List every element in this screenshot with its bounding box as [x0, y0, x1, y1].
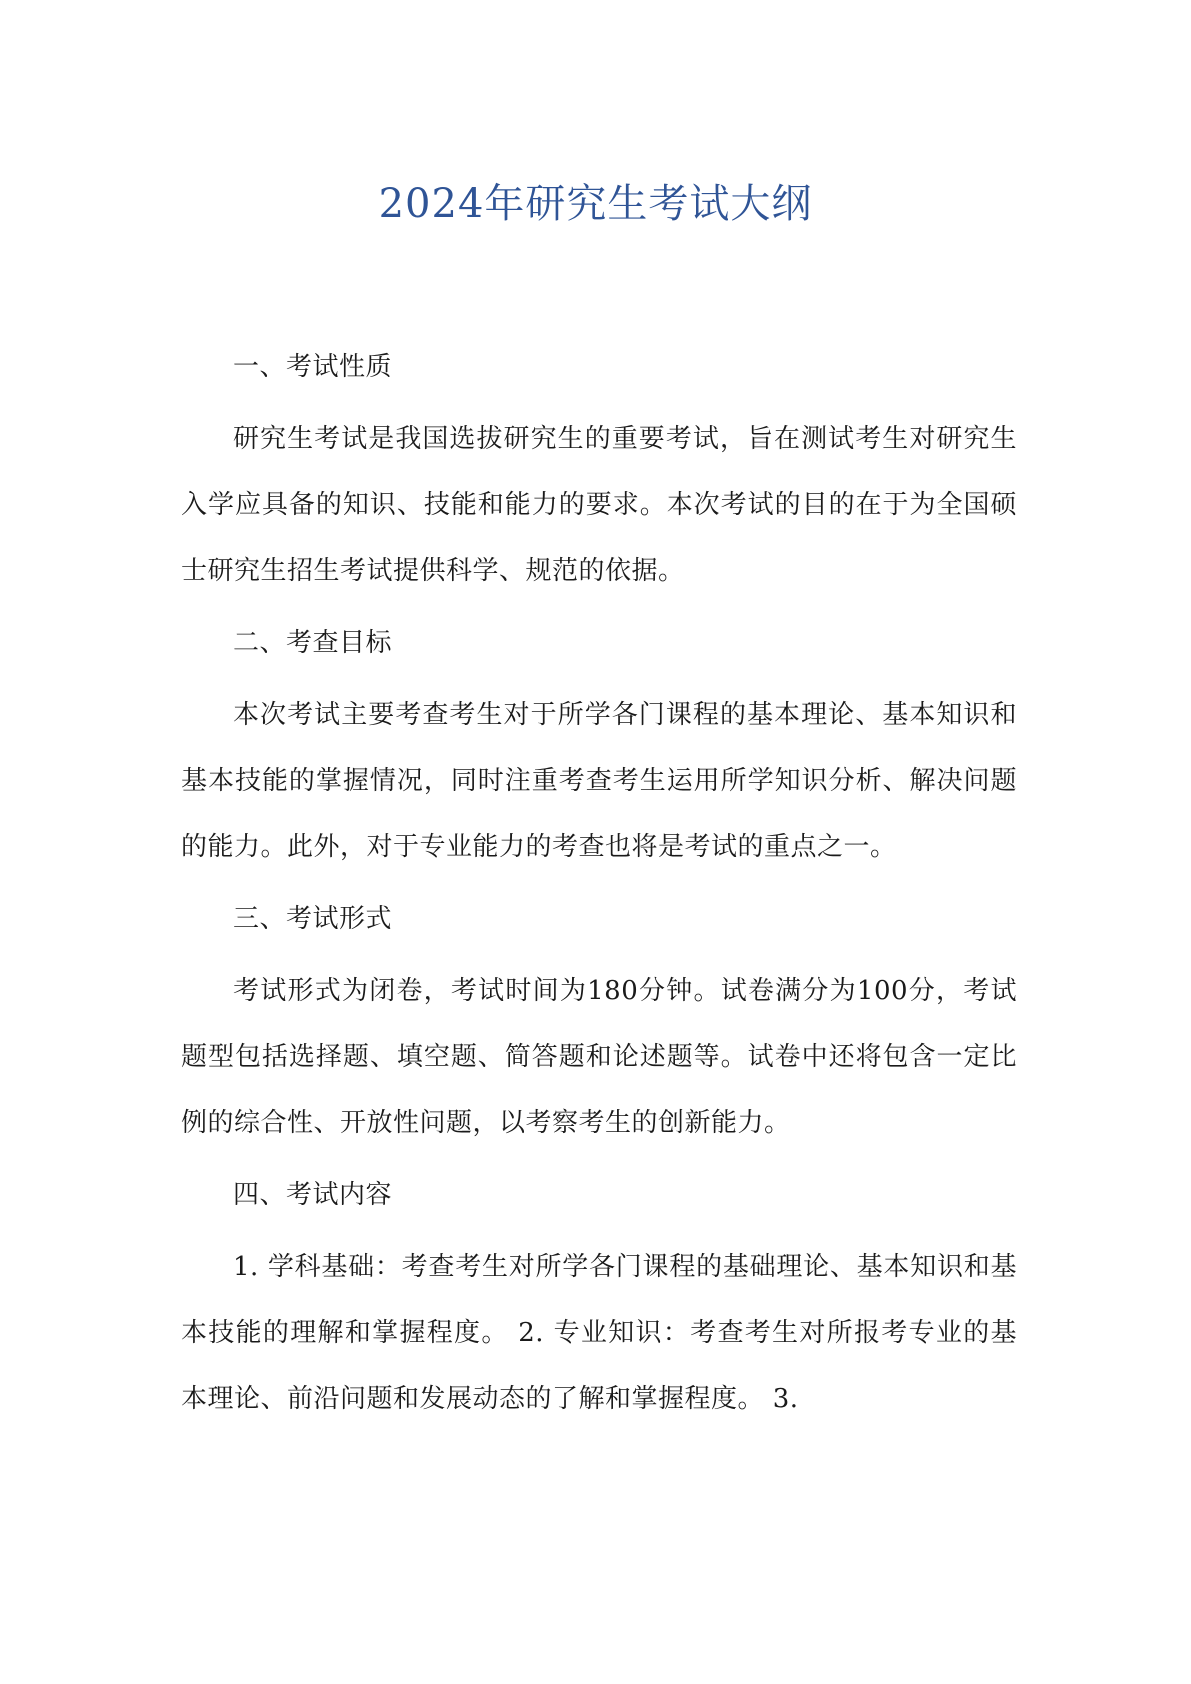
section-body-content: 1. 学科基础：考查考生对所学各门课程的基础理论、基本知识和基本技能的理解和掌握程度。 2. 专业知识：考查考生对所报考专业的基本理论、前沿问题和发展动态的了解和掌握程度。 3.	[181, 1252, 1017, 1414]
section-heading-content: 四、考试内容	[233, 1180, 393, 1210]
section-body-nature: 研究生考试是我国选拔研究生的重要考试，旨在测试考生对研究生入学应具备的知识、技能和能力的要求。本次考试的目的在于为全国硕士研究生招生考试提供科学、规范的依据。	[181, 424, 1017, 586]
section-body-format: 考试形式为闭卷，考试时间为180分钟。试卷满分为100分，考试题型包括选择题、填空题、简答题和论述题等。试卷中还将包含一定比例的综合性、开放性问题，以考察考生的创新能力。	[181, 976, 1017, 1138]
section-heading-format: 三、考试形式	[233, 904, 393, 934]
section-heading-objectives: 二、考查目标	[233, 628, 393, 658]
section-body-objectives: 本次考试主要考查考生对于所学各门课程的基本理论、基本知识和基本技能的掌握情况，同时注重考查考生运用所学知识分析、解决问题的能力。此外，对于专业能力的考查也将是考试的重点之一。	[181, 700, 1017, 862]
document-title: 2024年研究生考试大纲	[378, 181, 813, 227]
document-body	[181, 334, 1017, 1438]
section-heading-nature: 一、考试性质	[233, 352, 393, 382]
